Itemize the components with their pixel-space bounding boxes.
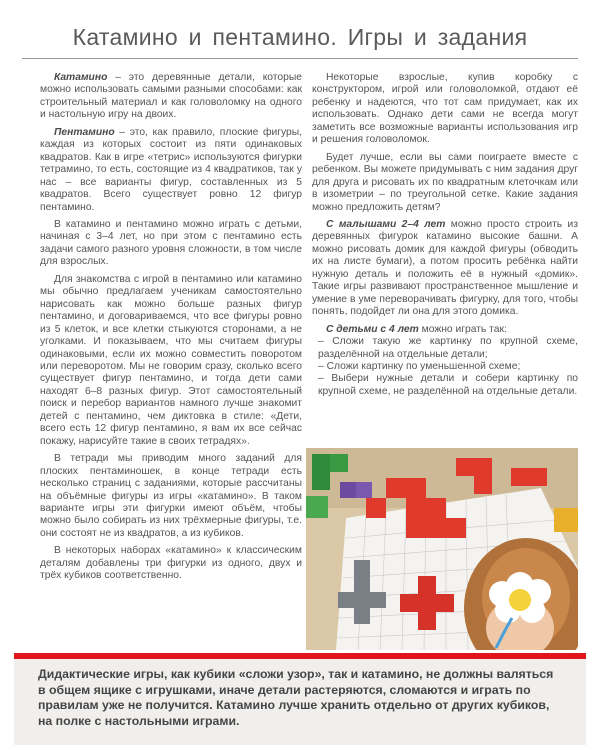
term-toddlers: С малышами 2–4 лет (326, 218, 446, 230)
paragraph-play-together: Будет лучше, если вы сами поиграете вместе с ребенком. Вы можете придумывать с ним задания друг для друга и рисовать их по квадратным клеточкам или в изометрии – по треугольной сетке. Какие задания можно предложить детям? (312, 151, 578, 213)
paragraph-pentamino (40, 127, 302, 214)
photo-illustration (306, 448, 578, 650)
term-katamino: Катамино (54, 72, 108, 83)
term-pentamino: Пентамино (54, 126, 115, 138)
title-divider (22, 58, 578, 59)
paragraph-workbook: В тетради мы приводим много заданий для плоских пентаминошек, в конце тетради есть несколько страниц с заданиями, которые рассчитаны на объёмные фигуры из игры «катамино». В таком варианте игры эти фигурки имеют объём, чтобы можно было собирать из них трёхмерные фигуры, т.е. они состоят не из квадратов, а из кубиков. (40, 453, 302, 539)
list-item: – Выбери нужные детали и собери картинку по крупной схеме, не разделённой на отдельные детали. (318, 373, 578, 397)
paragraph-text: можно просто строить из деревянных фигурок катамино высокие башни. А можно рисовать домик для каждой фигуры (обводить их на листе бумаги), а потом просить ребёнка найти нужную деталь и положить её в нужный «домик». Такие игры развивают пространственное мышление и умение в уме переворачивать фигурку, для того, чтобы понять, подойдет ли она для этого домика. (312, 218, 579, 318)
paragraph-text: можно играть так: (418, 323, 507, 335)
paragraph-kids-4 (312, 324, 578, 336)
photo-child-playing-katamino (306, 448, 578, 650)
left-column (40, 72, 302, 583)
term-kids-4: С детьми с 4 лет (326, 323, 419, 335)
paragraph-ages: В катамино и пентамино можно играть с детьми, начиная с 3–4 лет, но при этом с пентамино есть задачи самого разного уровня сложности, в том числе для взрослых. (40, 218, 302, 268)
list-item: – Сложи картинку по уменьшенной схеме; (318, 360, 521, 372)
paragraph-toddlers (312, 219, 578, 319)
paragraph-text: – это, как правило, плоские фигуры, каждая из которых состоит из пяти одинаковых квадратов. Как в игре «тетрис» используются фигурки тетрамино, то есть, состоящие из 4 квадратиков, так у нас – все варианты фигур, составленных из 5 квадратов. Всего существует ровно 12 фигур пентамино. (40, 126, 302, 213)
paragraph-katamino (40, 72, 302, 122)
right-column (312, 72, 578, 398)
list-item: – Сложи такую же картинку по крупной схеме, разделённой на отдельные детали; (318, 336, 578, 360)
bottom-note: Дидактические игры, как кубики «сложи узор», так и катамино, не должны валяться в общем ящике с игрушками, иначе детали растеряются, сломаются и играть по правилам уже не получится. Катамино лучше хранить отдельно от других кубиков, на полке с настольными играми. (14, 659, 586, 745)
paragraph-adults: Некоторые взрослые, купив коробку с конструктором, игрой или головоломкой, отдают её ребенку и надеются, что тот сам придумает, как их использовать. Однако дети сами не всегда могут заметить все возможные варианты использования игр и решения головоломок. (312, 72, 578, 146)
paragraph-text: – это деревянные детали, которые можно использовать самыми разными способами: как строительный материал и как головоломку на одного и настольную игру на двоих. (40, 72, 302, 121)
paragraph-extra-pieces: В некоторых наборах «катамино» к классическим деталям добавлены три фигурки из одного, двух и трёх кубиков соответственно. (40, 545, 302, 582)
paragraph-introduction: Для знакомства с игрой в пентамино или катамино мы обычно предлагаем ученикам самостоятельно нарисовать как можно больше разных фигур пентамино, и договариваемся, что все фигуры ровно из 5 клеток, и все клетки стыкуются сторонами, а не уголками. И показываем, что мы считаем фигуры одинаковыми, если их можно совместить поворотом или переворотом. Мы не говорим сразу, сколько всего существует фигур пентамино, и тогда дети сами находят 6–8 разных фигур. Этот самостоятельный поиск и перебор вариантов намного лучше знакомит детей с пентамино, чем диктовка в стиле: «Дети, всего есть 12 фигур пентамино, я вам их все сейчас покажу, нарисуйте такие в своих тетрадях». (40, 273, 302, 447)
page-title: Катамино и пентамино. Игры и задания (72, 24, 528, 50)
